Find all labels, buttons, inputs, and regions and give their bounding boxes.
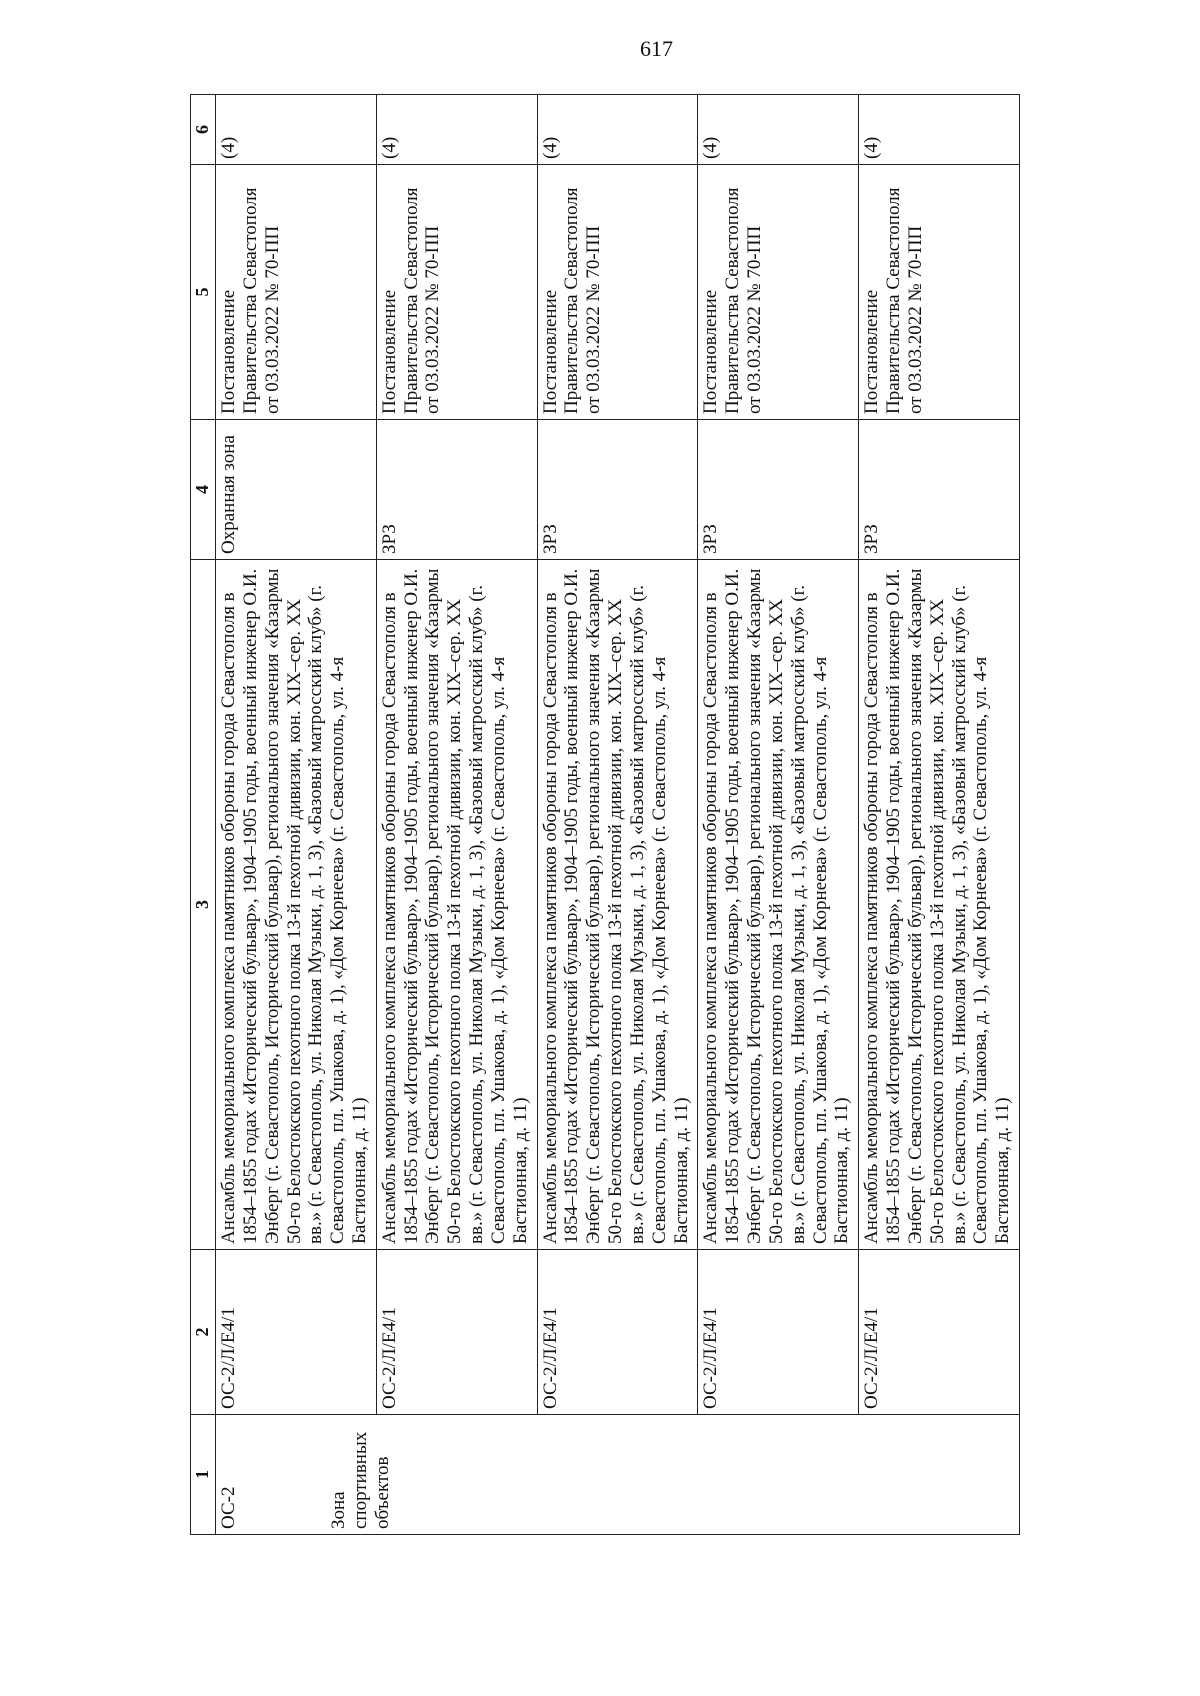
- document-cell: Постановление Правительства Севастополя от 03.03.2022 № 70-ПП: [376, 165, 537, 420]
- object-description-cell: Ансамбль мемориального комплекса памятников обороны города Севастополя в 1854–1855 годах «Исторический бульвар», 1904–1905 годы, военный инженер О.И. Энберг (г. Севастополь, Исторический бульвар), регионального значения «Казармы 50-го Белостокского пехотного полка 13-й пехотной дивизии, кон. XIX–сер. XX вв.» (г. Севастополь, ул. Николая Музыки, д. 1, 3), «Базовый матросский клуб» (г. Севастополь, пл. Ушакова, д. 1), «Дом Корнеева» (г. Севастополь, ул. 4-я Бастионная, д. 11): [859, 560, 1020, 1250]
- zone-type-cell: ЗРЗ: [537, 420, 698, 560]
- object-id-cell: ОС-2/Л/Е4/1: [537, 1250, 698, 1415]
- zone-type-cell: Охранная зона: [216, 420, 377, 560]
- note-cell: (4): [698, 95, 859, 165]
- object-id-cell: ОС-2/Л/Е4/1: [859, 1250, 1020, 1415]
- header-col-4: 4: [191, 420, 216, 560]
- header-col-3: 3: [191, 560, 216, 1250]
- heritage-zones-table: [190, 94, 1020, 1535]
- object-description-cell: Ансамбль мемориального комплекса памятников обороны города Севастополя в 1854–1855 годах «Исторический бульвар», 1904–1905 годы, военный инженер О.И. Энберг (г. Севастополь, Исторический бульвар), регионального значения «Казармы 50-го Белостокского пехотного полка 13-й пехотной дивизии, кон. XIX–сер. XX вв.» (г. Севастополь, ул. Николая Музыки, д. 1, 3), «Базовый матросский клуб» (г. Севастополь, пл. Ушакова, д. 1), «Дом Корнеева» (г. Севастополь, ул. 4-я Бастионная, д. 11): [537, 560, 698, 1250]
- object-description-cell: Ансамбль мемориального комплекса памятников обороны города Севастополя в 1854–1855 годах «Исторический бульвар», 1904–1905 годы, военный инженер О.И. Энберг (г. Севастополь, Исторический бульвар), регионального значения «Казармы 50-го Белостокского пехотного полка 13-й пехотной дивизии, кон. XIX–сер. XX вв.» (г. Севастополь, ул. Николая Музыки, д. 1, 3), «Базовый матросский клуб» (г. Севастополь, пл. Ушакова, д. 1), «Дом Корнеева» (г. Севастополь, ул. 4-я Бастионная, д. 11): [216, 560, 377, 1250]
- table-header-row: [191, 95, 216, 1535]
- table-row: [698, 95, 859, 1535]
- document-cell: Постановление Правительства Севастополя от 03.03.2022 № 70-ПП: [537, 165, 698, 420]
- zone-name: Зона спортивных объектов: [327, 1431, 393, 1529]
- note-cell: (4): [216, 95, 377, 165]
- table-row: [859, 95, 1020, 1535]
- header-col-5: 5: [191, 165, 216, 420]
- header-col-1: 1: [191, 1415, 216, 1535]
- object-id-cell: ОС-2/Л/Е4/1: [216, 1250, 377, 1415]
- object-id-cell: ОС-2/Л/Е4/1: [698, 1250, 859, 1415]
- note-cell: (4): [859, 95, 1020, 165]
- table-row: [537, 95, 698, 1535]
- object-description-cell: Ансамбль мемориального комплекса памятников обороны города Севастополя в 1854–1855 годах «Исторический бульвар», 1904–1905 годы, военный инженер О.И. Энберг (г. Севастополь, Исторический бульвар), регионального значения «Казармы 50-го Белостокского пехотного полка 13-й пехотной дивизии, кон. XIX–сер. XX вв.» (г. Севастополь, ул. Николая Музыки, д. 1, 3), «Базовый матросский клуб» (г. Севастополь, пл. Ушакова, д. 1), «Дом Корнеева» (г. Севастополь, ул. 4-я Бастионная, д. 11): [376, 560, 537, 1250]
- object-description-cell: Ансамбль мемориального комплекса памятников обороны города Севастополя в 1854–1855 годах «Исторический бульвар», 1904–1905 годы, военный инженер О.И. Энберг (г. Севастополь, Исторический бульвар), регионального значения «Казармы 50-го Белостокского пехотного полка 13-й пехотной дивизии, кон. XIX–сер. XX вв.» (г. Севастополь, ул. Николая Музыки, д. 1, 3), «Базовый матросский клуб» (г. Севастополь, пл. Ушакова, д. 1), «Дом Корнеева» (г. Севастополь, ул. 4-я Бастионная, д. 11): [698, 560, 859, 1250]
- table-row: [216, 95, 377, 1535]
- zone-code: ОС-2: [218, 1486, 239, 1529]
- header-col-2: 2: [191, 1250, 216, 1415]
- zone-cell: [216, 1415, 1020, 1535]
- document-cell: Постановление Правительства Севастополя от 03.03.2022 № 70-ПП: [859, 165, 1020, 420]
- header-col-6: 6: [191, 95, 216, 165]
- zone-type-cell: ЗРЗ: [698, 420, 859, 560]
- note-cell: (4): [537, 95, 698, 165]
- page-number: 617: [640, 36, 673, 61]
- rotated-table-container: [190, 95, 1020, 1535]
- zone-type-cell: ЗРЗ: [859, 420, 1020, 560]
- table-row: [376, 95, 537, 1535]
- document-cell: Постановление Правительства Севастополя от 03.03.2022 № 70-ПП: [216, 165, 377, 420]
- document-cell: Постановление Правительства Севастополя от 03.03.2022 № 70-ПП: [698, 165, 859, 420]
- note-cell: (4): [376, 95, 537, 165]
- zone-type-cell: ЗРЗ: [376, 420, 537, 560]
- object-id-cell: ОС-2/Л/Е4/1: [376, 1250, 537, 1415]
